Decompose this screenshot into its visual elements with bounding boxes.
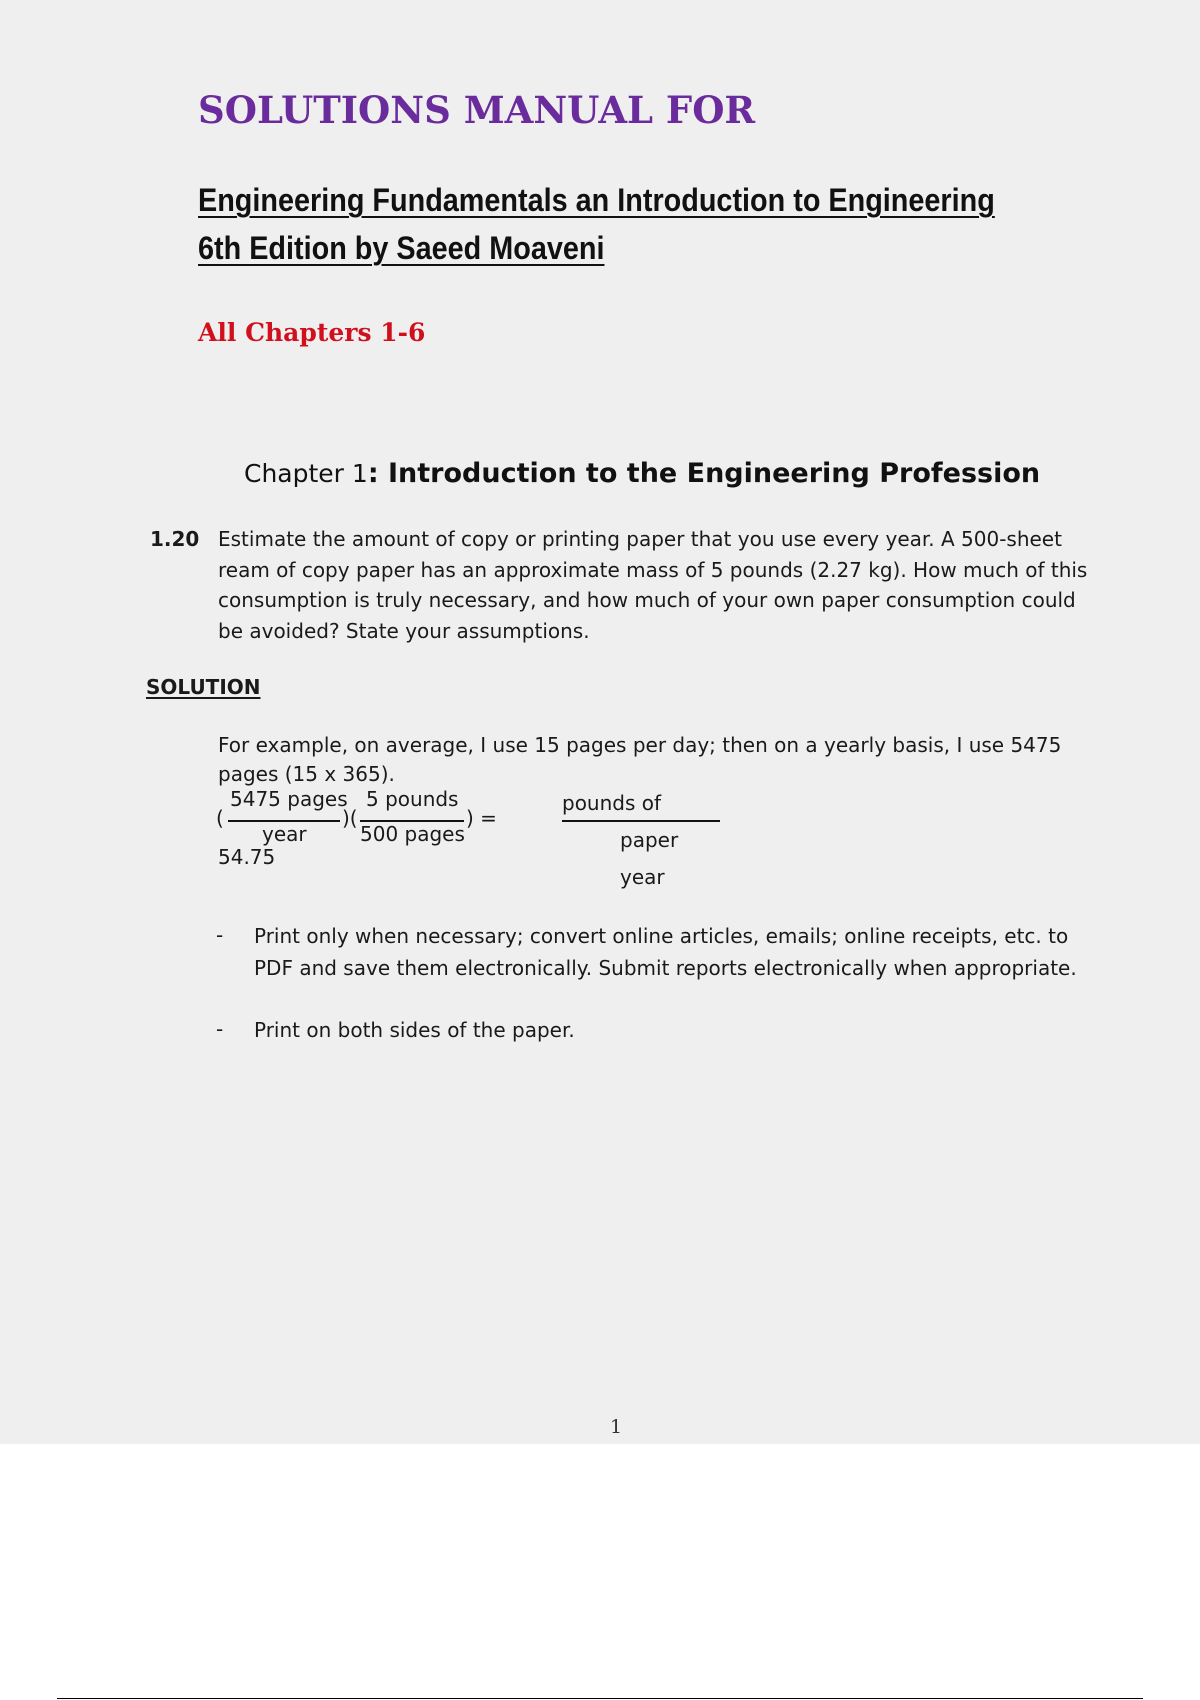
list-item: Print only when necessary; convert online articles, emails; online receipts, etc. to PDF and save them electronically. Submit reports electronically when appropriate. (254, 924, 1077, 980)
formula-result: 54.75 (218, 845, 276, 869)
formula-numerator-1: 5475 pages (230, 787, 348, 811)
problem-number: 1.20 (150, 527, 200, 551)
solution-intro: For example, on average, I use 15 pages per day; then on a yearly basis, I use 5475 pages (15 x 365). (218, 733, 1062, 786)
chapter-heading (244, 458, 1040, 489)
page-number: 1 (610, 1416, 623, 1438)
formula-denominator-2: 500 pages (360, 822, 465, 846)
chapters-range: All Chapters 1-6 (198, 318, 426, 347)
unit-denominator: year (620, 865, 665, 889)
book-title-line-2: 6th Edition by Saeed Moaveni (198, 230, 605, 266)
chapter-prefix: Chapter 1 (244, 459, 368, 488)
unit-fraction-bar (562, 820, 720, 822)
unit-numerator-2: paper (620, 828, 679, 852)
formula-equals: ) = (466, 806, 497, 830)
bullet-dash: - (216, 923, 224, 947)
book-title-line-1: Engineering Fundamentals an Introduction to Engineering (198, 182, 995, 218)
bullet-dash: - (216, 1017, 224, 1041)
chapter-title: : Introduction to the Engineering Profession (367, 458, 1041, 489)
formula-denominator-1: year (262, 822, 307, 846)
solution-label: SOLUTION (146, 675, 261, 699)
footer-rule (57, 1698, 1143, 1699)
manual-title: SOLUTIONS MANUAL FOR (198, 88, 756, 132)
formula-open-paren: ( (216, 806, 224, 830)
problem-statement: Estimate the amount of copy or printing paper that you use every year. A 500-sheet ream of copy paper has an approximate mass of 5 pounds (2.27 kg). How much of this consumption is truly necessary, and how much of your own paper consumption could be avoided? State your assumptions. (218, 527, 1088, 643)
formula-numerator-2: 5 pounds (366, 787, 459, 811)
formula-mid-paren: )( (342, 806, 358, 830)
unit-numerator: pounds of (562, 791, 662, 815)
list-item: Print on both sides of the paper. (254, 1018, 575, 1042)
